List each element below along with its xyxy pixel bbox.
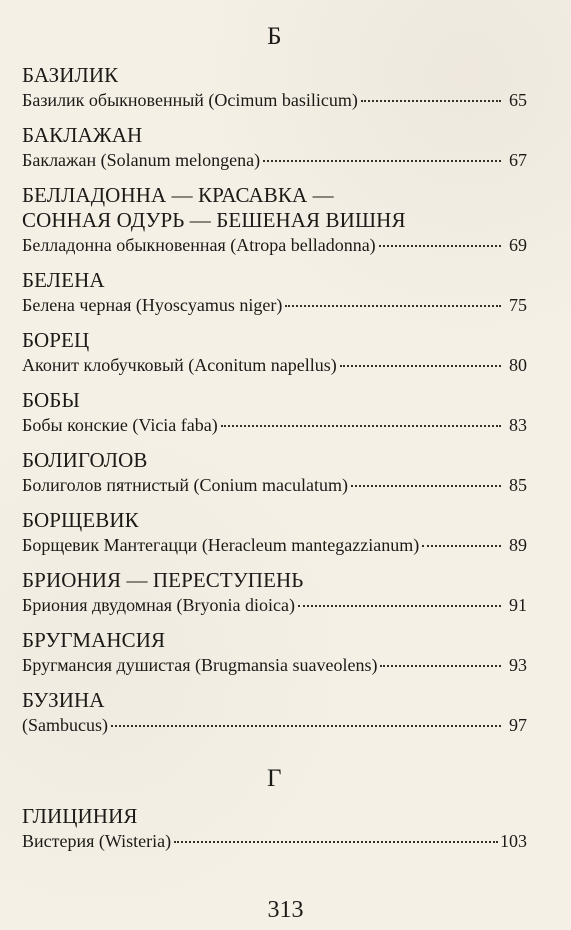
entry-borets [22,328,527,378]
entry-item-label: Бобы конские (Vicia faba) [22,415,218,435]
entry-heading-continuation: СОННАЯ ОДУРЬ — БЕШЕНАЯ ВИШНЯ [22,208,406,232]
entry-item-label: Базилик обыкновенный (Ocimum basilicum) [22,90,358,110]
dot-leader [361,100,501,102]
entry-item [22,233,527,258]
dot-leader [380,665,501,667]
entry-item [22,829,527,854]
entry-heading: ГЛИЦИНИЯ [22,804,138,828]
entry-item [22,353,527,378]
entry-item [22,88,527,113]
entry-brugmansiya [22,628,527,678]
entry-item-label: Бриония двудомная (Bryonia dioica) [22,595,295,615]
entry-page-number: 67 [509,150,527,170]
entry-belena [22,268,527,318]
entry-item [22,533,527,558]
section-letter-b: Б [267,23,282,50]
entry-belladonna [22,183,527,258]
entry-page-number: 91 [509,595,527,615]
page-number: 313 [267,897,304,923]
entry-bazilik [22,63,527,113]
entry-heading: БРУГМАНСИЯ [22,628,166,652]
dot-leader [351,485,501,487]
entry-baklazhan [22,123,527,173]
entry-heading: БАКЛАЖАН [22,123,143,147]
entry-heading: БОРЩЕВИК [22,508,139,532]
entry-page-number: 89 [509,535,527,555]
dot-leader [174,841,498,843]
entry-page-number: 93 [509,655,527,675]
dot-leader [422,545,501,547]
entry-page-number: 83 [509,415,527,435]
entry-buzina [22,688,527,738]
entry-item-label: Бругмансия душистая (Brugmansia suaveolens) [22,655,378,675]
entry-item [22,148,527,173]
entry-boby [22,388,527,438]
entry-item-label: Борщевик Мантегацци (Heracleum mantegazzianum) [22,535,420,555]
entry-item-label: Белладонна обыкновенная (Atropa belladonna) [22,235,376,255]
entry-heading: БОРЕЦ [22,328,90,352]
entry-page-number: 69 [509,235,527,255]
entry-heading: БАЗИЛИК [22,63,119,87]
entry-page-number: 103 [500,831,527,851]
entry-item [22,653,527,678]
entry-page-number: 65 [509,90,527,110]
entry-heading: БЕЛЛАДОННА — КРАСАВКА — [22,183,334,207]
entry-item [22,473,527,498]
entry-item [22,593,527,618]
entry-boligolov [22,448,527,498]
entry-item-label: Вистерия (Wisteria) [22,831,172,851]
entry-heading: БЕЛЕНА [22,268,105,292]
entry-item [22,713,527,738]
dot-leader [298,605,501,607]
entry-page-number: 75 [509,295,527,315]
entry-item [22,293,527,318]
entry-item-label: Аконит клобучковый (Aconitum napellus) [22,355,337,375]
entry-borshchevik [22,508,527,558]
entry-heading: БОБЫ [22,388,80,412]
dot-leader [221,425,501,427]
entry-item-label: Баклажан (Solanum melongena) [22,150,261,170]
entry-item-label: Болиголов пятнистый (Conium maculatum) [22,475,348,495]
entry-item-label: (Sambucus) [22,715,108,735]
dot-leader [379,245,501,247]
dot-leader [263,160,501,162]
entry-heading: БОЛИГОЛОВ [22,448,148,472]
dot-leader [340,365,501,367]
entry-heading: БРИОНИЯ — ПЕРЕСТУПЕНЬ [22,568,304,592]
entry-page-number: 85 [509,475,527,495]
entry-heading: БУЗИНА [22,688,105,712]
entry-glitsiniya [22,804,527,854]
entry-page-number: 80 [509,355,527,375]
entry-item-label: Белена черная (Hyoscyamus niger) [22,295,283,315]
entry-item [22,413,527,438]
entry-brioniya [22,568,527,618]
section-letter-g: Г [267,765,282,792]
entry-page-number: 97 [509,715,527,735]
dot-leader [285,305,501,307]
dot-leader [111,725,501,727]
